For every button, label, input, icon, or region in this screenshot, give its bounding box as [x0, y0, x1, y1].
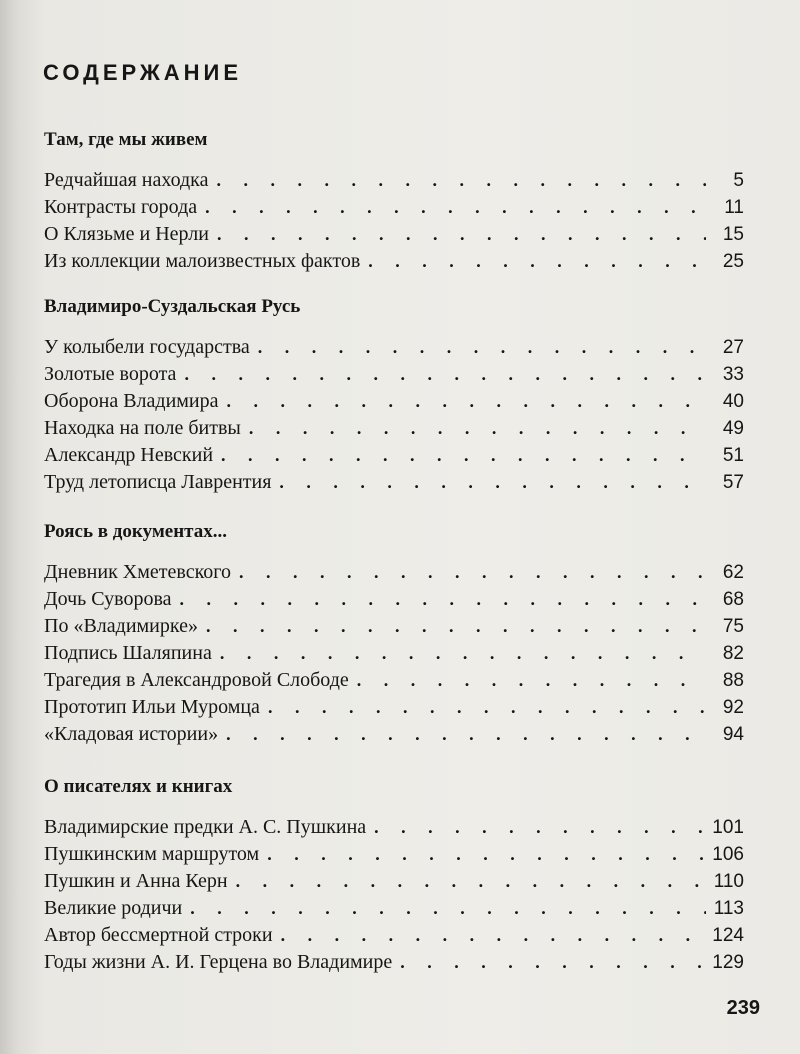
section-title: Роясь в документах... [44, 521, 227, 542]
toc-entry [44, 471, 744, 498]
toc-entry [44, 250, 744, 277]
entry-title: Прототип Ильи Муромца [44, 696, 260, 718]
entry-page-number: 110 [713, 871, 744, 892]
section-title: Владимиро-Суздальская Русь [44, 296, 301, 317]
dot-leader [184, 364, 706, 384]
entry-page-number: 62 [722, 562, 744, 583]
toc-entry [44, 924, 744, 951]
entry-title: Оборона Владимира [44, 390, 219, 412]
toc-section [44, 129, 744, 277]
entry-page-number: 92 [722, 697, 744, 718]
entry-page-number: 33 [722, 364, 744, 385]
entry-title: Подпись Шаляпина [44, 642, 212, 664]
toc-entry [44, 390, 744, 417]
dot-leader [267, 844, 706, 864]
entry-title: Александр Невский [44, 444, 214, 466]
entry-title: Пушкинским маршрутом [44, 843, 260, 865]
entry-page-number: 101 [712, 817, 744, 838]
entry-title: Трагедия в Александровой Слободе [44, 669, 349, 691]
entry-title: Редчайшая находка [44, 169, 209, 191]
dot-leader [400, 952, 706, 972]
entry-page-number: 124 [712, 925, 744, 946]
dot-leader [216, 170, 706, 190]
toc-entry [44, 588, 744, 615]
dot-leader [268, 697, 706, 717]
toc-entry [44, 417, 744, 444]
toc-entry [44, 951, 744, 978]
entry-page-number: 11 [724, 197, 744, 218]
entry-title: Контрасты города [44, 196, 198, 218]
dot-leader [217, 224, 706, 244]
toc-entry [44, 642, 744, 669]
dot-leader [374, 817, 706, 837]
toc-entry [44, 196, 744, 223]
entry-page-number: 27 [722, 337, 744, 358]
entry-title: Труд летописца Лаврентия [44, 471, 272, 493]
entry-title: Годы жизни А. И. Герцена во Владимире [44, 951, 393, 973]
toc-entry [44, 169, 744, 196]
toc-entry [44, 723, 744, 750]
entry-title: Дочь Суворова [44, 588, 172, 610]
toc-section [44, 776, 744, 978]
section-title: Там, где мы живем [44, 129, 208, 150]
entry-title: Золотые ворота [44, 363, 177, 385]
entry-title: Дневник Хметевского [44, 561, 231, 583]
toc-entry [44, 843, 744, 870]
dot-leader [281, 925, 706, 945]
toc-section [44, 521, 744, 750]
entry-page-number: 68 [722, 589, 744, 610]
dot-leader [239, 562, 706, 582]
dot-leader [357, 670, 706, 690]
toc-entry [44, 816, 744, 843]
dot-leader [226, 724, 706, 744]
entry-page-number: 5 [733, 170, 744, 191]
page-title: СОДЕРЖАНИЕ [43, 60, 243, 85]
dot-leader [368, 251, 706, 271]
entry-page-number: 113 [713, 898, 744, 919]
entry-title: Владимирские предки А. С. Пушкина [44, 816, 367, 838]
entry-title: По «Владимирке» [44, 615, 198, 637]
toc-entry [44, 696, 744, 723]
toc-entry [44, 615, 744, 642]
toc-entry [44, 223, 744, 250]
dot-leader [258, 337, 706, 357]
toc-section [44, 296, 744, 498]
dot-leader [190, 898, 706, 918]
entry-title: Великие родичи [44, 897, 183, 919]
entry-page-number: 51 [722, 445, 744, 466]
entry-title: Автор бессмертной строки [44, 924, 273, 946]
toc-entry [44, 669, 744, 696]
entry-page-number: 106 [712, 844, 744, 865]
dot-leader [236, 871, 706, 891]
dot-leader [180, 589, 706, 609]
page-number: 239 [726, 997, 760, 1019]
dot-leader [227, 391, 706, 411]
entry-page-number: 40 [722, 391, 744, 412]
entry-page-number: 129 [712, 952, 744, 973]
entry-title: О Клязьме и Нерли [44, 223, 209, 245]
dot-leader [220, 643, 706, 663]
toc-entry [44, 336, 744, 363]
entry-title: Находка на поле битвы [44, 417, 241, 439]
toc-entry [44, 363, 744, 390]
entry-page-number: 15 [722, 224, 744, 245]
dot-leader [221, 445, 706, 465]
entry-page-number: 49 [722, 418, 744, 439]
section-title: О писателях и книгах [44, 776, 233, 797]
dot-leader [249, 418, 706, 438]
entry-title: Из коллекции малоизвестных фактов [44, 250, 361, 272]
entry-title: «Кладовая истории» [44, 723, 219, 745]
entry-page-number: 57 [722, 472, 744, 493]
toc-entry [44, 444, 744, 471]
entry-page-number: 88 [722, 670, 744, 691]
entry-title: Пушкин и Анна Керн [44, 870, 228, 892]
dot-leader [279, 472, 706, 492]
dot-leader [205, 197, 706, 217]
entry-page-number: 75 [722, 616, 744, 637]
entry-page-number: 94 [722, 724, 744, 745]
toc-entry [44, 897, 744, 924]
toc-entry [44, 561, 744, 588]
toc-entry [44, 870, 744, 897]
entry-title: У колыбели государства [44, 336, 250, 358]
entry-page-number: 25 [722, 251, 744, 272]
dot-leader [206, 616, 706, 636]
entry-page-number: 82 [722, 643, 744, 664]
